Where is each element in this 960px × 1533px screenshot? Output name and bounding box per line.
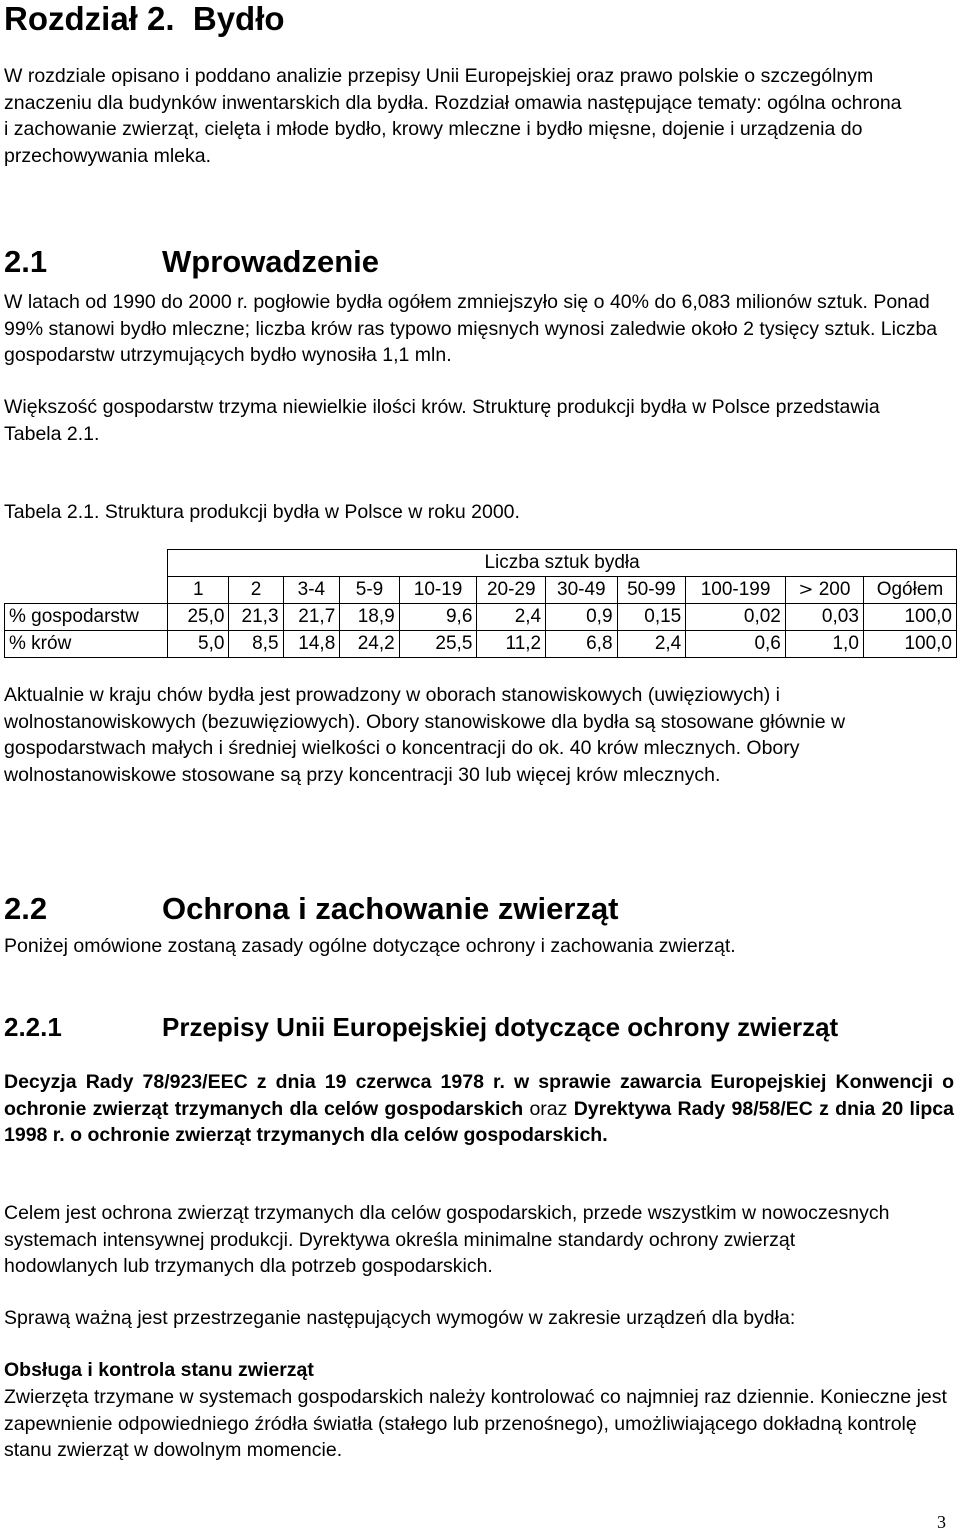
conjunction-text: oraz bbox=[523, 1097, 574, 1120]
section-2-2-1-paragraph-1: Celem jest ochrona zwierząt trzymanych dla celów gospodarskich, przede wszystkim w nowoczesnych systemach intensywnej produkcji. Dyrektywa określa minimalne standardy ochrony zwierząt hodowlanych lub trzymanych dla potrzeb gospodarskich. bbox=[4, 1202, 890, 1277]
section-2-1-title: Wprowadzenie bbox=[162, 244, 380, 279]
table-column-header: 30-49 bbox=[546, 577, 617, 604]
greater-than-symbol: > bbox=[798, 579, 814, 600]
table-column-header: 1 bbox=[168, 577, 229, 604]
table-cell: 9,6 bbox=[399, 604, 477, 631]
table-cell: 100,0 bbox=[863, 604, 956, 631]
table-column-header: 50-99 bbox=[617, 577, 686, 604]
gt-200-value: 200 bbox=[818, 579, 851, 600]
section-2-1-paragraph-2: Większość gospodarstw trzyma niewielkie ilości krów. Strukturę produkcji bydła w Polsce przedstawia Tabela 2.1. bbox=[4, 396, 880, 445]
animal-care-subheading: Obsługa i kontrola stanu zwierząt bbox=[4, 1359, 314, 1381]
table-cell: 11,2 bbox=[477, 631, 546, 658]
table-column-header: 2 bbox=[229, 577, 283, 604]
table-cell: 24,2 bbox=[340, 631, 399, 658]
table-cell: 0,03 bbox=[785, 604, 863, 631]
table-cell: 0,02 bbox=[686, 604, 786, 631]
section-2-2-1-paragraph-3: Zwierzęta trzymane w systemach gospodarskich należy kontrolować co najmniej raz dziennie. Konieczne jest zapewnienie odpowiedniego źródła światła (stałego lub przenośnego), umożliwiającego dokładną kontrolę stanu zwierząt w dowolnym momencie. bbox=[4, 1386, 947, 1461]
intro-paragraph: W rozdziale opisano i poddano analizie przepisy Unii Europejskiej oraz prawo polskie o szczególnym znaczeniu dla budynków inwentarskich dla bydła. Rozdział omawia następujące tematy: ogólna ochrona i zachowanie zwierząt, cielęta i młode bydło, krowy mleczne i bydło mięsne, dojenie i urządzenia do przechowywania mleka. bbox=[4, 65, 902, 167]
table-column-header: 5-9 bbox=[340, 577, 399, 604]
council-directive-text: Dyrektywa Rady 98/58/EC z dnia 20 lipca 1998 r. o ochronie zwierząt trzymanych dla celów gospodarskich. bbox=[4, 1097, 954, 1146]
table-cell: 100,0 bbox=[863, 631, 956, 658]
legal-acts-paragraph bbox=[4, 1069, 954, 1149]
table-cell: 0,9 bbox=[546, 604, 617, 631]
table-caption: Tabela 2.1. Struktura produkcji bydła w Polsce w roku 2000. bbox=[4, 501, 520, 523]
table-column-header-gt-200 bbox=[785, 577, 863, 604]
table-cell: 5,0 bbox=[168, 631, 229, 658]
table-column-header: Ogółem bbox=[863, 577, 956, 604]
table-row-label: % gospodarstw bbox=[5, 604, 168, 631]
table-cell: 6,8 bbox=[546, 631, 617, 658]
section-2-1-number: 2.1 bbox=[4, 244, 48, 279]
council-decision-text: Decyzja Rady 78/923/EEC z dnia 19 czerwca 1978 r. w sprawie zawarcia Europejskiej Konwencji o ochronie zwierząt trzymanych dla celów gospodarskich bbox=[4, 1071, 954, 1120]
table-cell: 1,0 bbox=[785, 631, 863, 658]
section-2-2-number: 2.2 bbox=[4, 891, 48, 926]
table-cell: 25,0 bbox=[168, 604, 229, 631]
table-row-label: % krów bbox=[5, 631, 168, 658]
table-column-header: 10-19 bbox=[399, 577, 477, 604]
section-2-2-paragraph: Poniżej omówione zostaną zasady ogólne dotyczące ochrony i zachowania zwierząt. bbox=[4, 935, 736, 957]
table-row bbox=[5, 631, 957, 658]
chapter-heading bbox=[4, 0, 285, 38]
section-2-2-1-number: 2.2.1 bbox=[4, 1012, 62, 1042]
table-cell: 25,5 bbox=[399, 631, 477, 658]
table-group-header: Liczba sztuk bydła bbox=[168, 550, 957, 577]
table-column-header-row bbox=[5, 577, 957, 604]
table-cell: 8,5 bbox=[229, 631, 283, 658]
chapter-number: Rozdział 2. bbox=[4, 0, 175, 37]
table-corner-cell bbox=[5, 577, 168, 604]
chapter-title: Bydło bbox=[192, 0, 285, 37]
table-column-header: 3-4 bbox=[283, 577, 340, 604]
table-column-header: 100-199 bbox=[686, 577, 786, 604]
section-2-2-title: Ochrona i zachowanie zwierząt bbox=[162, 891, 619, 926]
table-row bbox=[5, 604, 957, 631]
table-cell: 2,4 bbox=[617, 631, 686, 658]
table-corner-cell bbox=[5, 550, 168, 577]
page-number: 3 bbox=[937, 1512, 946, 1532]
table-cell: 14,8 bbox=[283, 631, 340, 658]
section-2-1-paragraph-1: W latach od 1990 do 2000 r. pogłowie bydła ogółem zmniejszyło się o 40% do 6,083 milionów sztuk. Ponad 99% stanowi bydło mleczne; liczba krów ras typowo mięsnych wynosi zaledwie około 2 tysięcy sztuk. Liczba gospodarstw utrzymujących bydło wynosiła 1,1 mln. bbox=[4, 291, 938, 366]
table-cell: 0,6 bbox=[686, 631, 786, 658]
table-cell: 18,9 bbox=[340, 604, 399, 631]
table-cell: 0,15 bbox=[617, 604, 686, 631]
section-2-2-1-title: Przepisy Unii Europejskiej dotyczące ochrony zwierząt bbox=[162, 1012, 839, 1042]
table-group-header-row bbox=[5, 550, 957, 577]
after-table-paragraph: Aktualnie w kraju chów bydła jest prowadzony w oborach stanowiskowych (uwięziowych) i wolnostanowiskowych (bezuwięziowych). Obory stanowiskowe dla bydła są stosowane głównie w gospodarstwach małych i średniej wielkości o koncentracji do ok. 40 krów mlecznych. Obory wolnostanowiskowe stosowane są przy koncentracji 30 lub więcej krów mlecznych. bbox=[4, 684, 846, 786]
table-cell: 21,7 bbox=[283, 604, 340, 631]
section-2-2-1-paragraph-2: Sprawą ważną jest przestrzeganie następujących wymogów w zakresie urządzeń dla bydła: bbox=[4, 1307, 796, 1329]
table-column-header: 20-29 bbox=[477, 577, 546, 604]
table-cell: 2,4 bbox=[477, 604, 546, 631]
table-cell: 21,3 bbox=[229, 604, 283, 631]
cattle-structure-table bbox=[4, 549, 957, 658]
